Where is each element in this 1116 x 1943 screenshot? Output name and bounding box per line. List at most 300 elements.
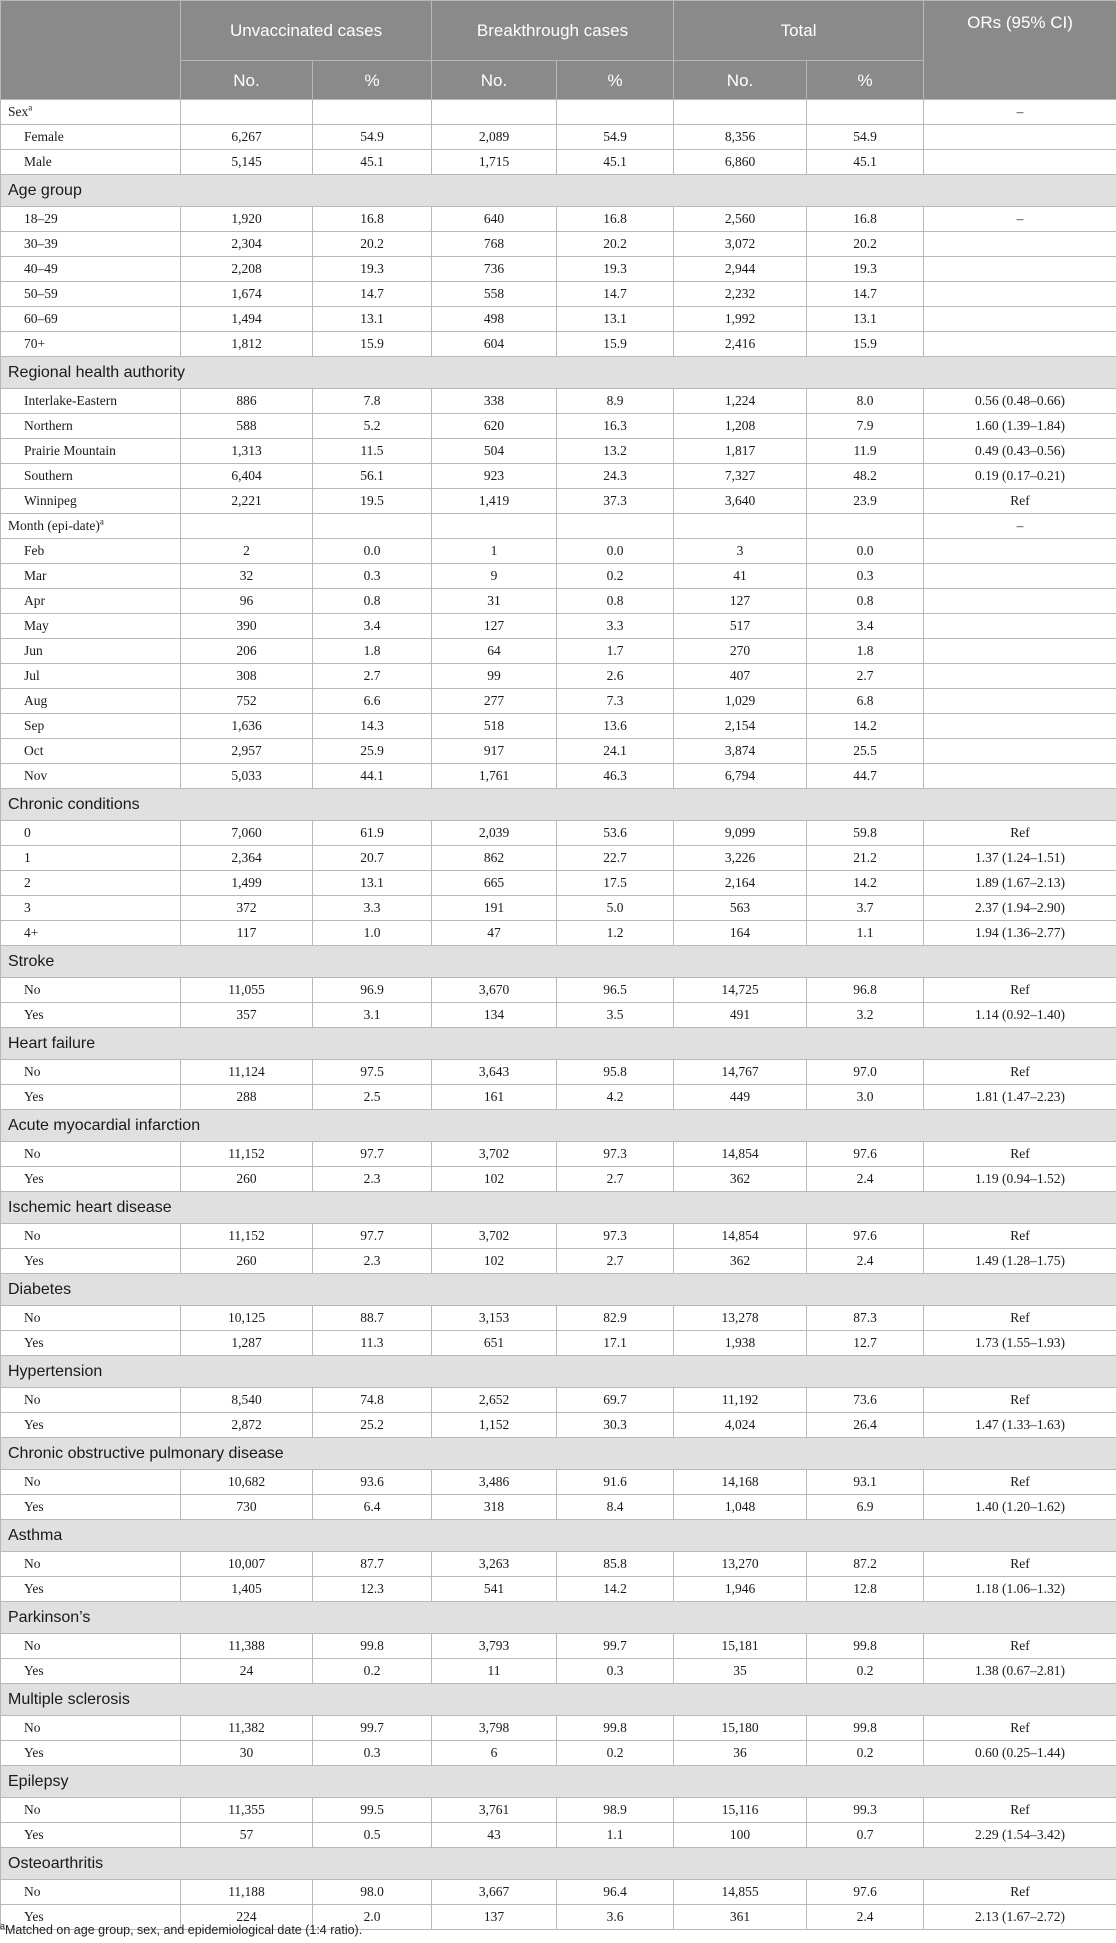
section-title: Chronic obstructive pulmonary disease (1, 1438, 1116, 1470)
value-cell: 357 (181, 1003, 313, 1028)
value-cell: 6,267 (181, 125, 313, 150)
value-cell: 1 (432, 539, 557, 564)
value-cell: 4.2 (557, 1085, 674, 1110)
value-cell: 3,874 (674, 739, 807, 764)
value-cell: 3 (674, 539, 807, 564)
section-header-row (1, 357, 1116, 389)
value-cell: 2,208 (181, 257, 313, 282)
value-cell: 11,152 (181, 1224, 313, 1249)
value-cell: 2.3 (313, 1167, 432, 1192)
header-total: Total (674, 1, 924, 61)
section-header-row (1, 1110, 1116, 1142)
row-label: Yes (1, 1905, 181, 1930)
or-cell (924, 257, 1116, 282)
or-cell (924, 739, 1116, 764)
value-cell: 0.3 (807, 564, 924, 589)
or-cell: 0.56 (0.48–0.66) (924, 389, 1116, 414)
table-row (1, 1577, 1116, 1602)
row-label: Yes (1, 1577, 181, 1602)
value-cell: 96.5 (557, 978, 674, 1003)
value-cell: 9 (432, 564, 557, 589)
value-cell: 96.4 (557, 1880, 674, 1905)
value-cell: 20.2 (557, 232, 674, 257)
or-cell: Ref (924, 489, 1116, 514)
value-cell: 318 (432, 1495, 557, 1520)
value-cell: 13,270 (674, 1552, 807, 1577)
or-cell: – (924, 514, 1116, 539)
value-cell (807, 100, 924, 125)
value-cell: 15.9 (557, 332, 674, 357)
or-cell: 1.37 (1.24–1.51) (924, 846, 1116, 871)
value-cell: 6.4 (313, 1495, 432, 1520)
value-cell: 64 (432, 639, 557, 664)
or-cell (924, 539, 1116, 564)
value-cell: 11.9 (807, 439, 924, 464)
row-label: Yes (1, 1167, 181, 1192)
header-subcol: No. (181, 61, 313, 100)
table-row (1, 896, 1116, 921)
value-cell: 6.8 (807, 689, 924, 714)
row-label: No (1, 1716, 181, 1741)
value-cell: 14,168 (674, 1470, 807, 1495)
value-cell: 11,188 (181, 1880, 313, 1905)
value-cell: 651 (432, 1331, 557, 1356)
table-row (1, 1060, 1116, 1085)
table-row (1, 1413, 1116, 1438)
row-label: Feb (1, 539, 181, 564)
value-cell: 5,145 (181, 150, 313, 175)
value-cell: 407 (674, 664, 807, 689)
row-label: Yes (1, 1003, 181, 1028)
value-cell: 8.4 (557, 1495, 674, 1520)
value-cell: 100 (674, 1823, 807, 1848)
value-cell: 97.3 (557, 1224, 674, 1249)
value-cell: 6 (432, 1741, 557, 1766)
value-cell: 2.0 (313, 1905, 432, 1930)
value-cell: 23.9 (807, 489, 924, 514)
row-label: Apr (1, 589, 181, 614)
value-cell: 923 (432, 464, 557, 489)
value-cell: 97.6 (807, 1880, 924, 1905)
or-cell: Ref (924, 1716, 1116, 1741)
value-cell: 5.2 (313, 414, 432, 439)
value-cell: 2,154 (674, 714, 807, 739)
value-cell: 16.8 (557, 207, 674, 232)
row-label: Yes (1, 1249, 181, 1274)
value-cell: 0.5 (313, 1823, 432, 1848)
row-label: No (1, 1306, 181, 1331)
value-cell: 541 (432, 1577, 557, 1602)
or-cell: Ref (924, 1142, 1116, 1167)
value-cell: 3,643 (432, 1060, 557, 1085)
value-cell: 13.1 (313, 871, 432, 896)
value-cell: 54.9 (807, 125, 924, 150)
value-cell: 14.7 (313, 282, 432, 307)
row-label: Sep (1, 714, 181, 739)
value-cell: 13.1 (807, 307, 924, 332)
value-cell: 338 (432, 389, 557, 414)
section-header-row (1, 1684, 1116, 1716)
value-cell: 518 (432, 714, 557, 739)
value-cell: 97.6 (807, 1224, 924, 1249)
row-label: 1 (1, 846, 181, 871)
table-row (1, 1798, 1116, 1823)
value-cell: 74.8 (313, 1388, 432, 1413)
value-cell: 665 (432, 871, 557, 896)
value-cell: 88.7 (313, 1306, 432, 1331)
value-cell: 2.4 (807, 1905, 924, 1930)
or-cell (924, 614, 1116, 639)
value-cell: 2,039 (432, 821, 557, 846)
value-cell: 0.2 (313, 1659, 432, 1684)
value-cell: 0.2 (557, 564, 674, 589)
value-cell: 17.1 (557, 1331, 674, 1356)
value-cell: 99.7 (313, 1716, 432, 1741)
or-cell: 1.49 (1.28–1.75) (924, 1249, 1116, 1274)
section-title: Heart failure (1, 1028, 1116, 1060)
or-cell: Ref (924, 1880, 1116, 1905)
value-cell: 1,499 (181, 871, 313, 896)
value-cell: 372 (181, 896, 313, 921)
value-cell: 0.0 (557, 539, 674, 564)
value-cell: 95.8 (557, 1060, 674, 1085)
or-cell: 1.47 (1.33–1.63) (924, 1413, 1116, 1438)
section-title: Hypertension (1, 1356, 1116, 1388)
table-row (1, 664, 1116, 689)
footnote-marker: a (0, 1920, 6, 1931)
row-label: Yes (1, 1659, 181, 1684)
value-cell: 11,055 (181, 978, 313, 1003)
value-cell: 620 (432, 414, 557, 439)
value-cell: 87.7 (313, 1552, 432, 1577)
or-cell: Ref (924, 1060, 1116, 1085)
table-row (1, 589, 1116, 614)
value-cell: 2.7 (557, 1249, 674, 1274)
section-header-row (1, 1438, 1116, 1470)
value-cell: 3.7 (807, 896, 924, 921)
footnote-marker: a (28, 102, 33, 113)
value-cell: 768 (432, 232, 557, 257)
table-row (1, 389, 1116, 414)
table-row (1, 307, 1116, 332)
value-cell: 11,355 (181, 1798, 313, 1823)
table-row (1, 689, 1116, 714)
value-cell: 9,099 (674, 821, 807, 846)
table-row (1, 1003, 1116, 1028)
value-cell: 10,125 (181, 1306, 313, 1331)
value-cell: 93.6 (313, 1470, 432, 1495)
value-cell: 19.5 (313, 489, 432, 514)
value-cell: 13.6 (557, 714, 674, 739)
value-cell: 12.8 (807, 1577, 924, 1602)
table-row (1, 846, 1116, 871)
value-cell: 260 (181, 1167, 313, 1192)
section-title: Osteoarthritis (1, 1848, 1116, 1880)
value-cell: 6,860 (674, 150, 807, 175)
row-label: No (1, 1388, 181, 1413)
table-row (1, 978, 1116, 1003)
value-cell: 14.3 (313, 714, 432, 739)
table-row (1, 1880, 1116, 1905)
value-cell: 1,715 (432, 150, 557, 175)
value-cell: 19.3 (557, 257, 674, 282)
section-title (1, 100, 181, 125)
row-label: Prairie Mountain (1, 439, 181, 464)
value-cell: 87.2 (807, 1552, 924, 1577)
value-cell: 32 (181, 564, 313, 589)
value-cell: 25.9 (313, 739, 432, 764)
or-cell: 1.81 (1.47–2.23) (924, 1085, 1116, 1110)
value-cell: 96.9 (313, 978, 432, 1003)
value-cell: 2.4 (807, 1167, 924, 1192)
header-subcol: % (807, 61, 924, 100)
section-header-row (1, 1274, 1116, 1306)
row-label: Yes (1, 1331, 181, 1356)
value-cell: 97.7 (313, 1224, 432, 1249)
value-cell: 15,116 (674, 1798, 807, 1823)
value-cell: 44.1 (313, 764, 432, 789)
value-cell: 504 (432, 439, 557, 464)
value-cell: 102 (432, 1249, 557, 1274)
row-label: 50–59 (1, 282, 181, 307)
section-title (1, 514, 181, 539)
value-cell: 99.8 (807, 1634, 924, 1659)
value-cell: 3.4 (313, 614, 432, 639)
value-cell: 11.5 (313, 439, 432, 464)
or-cell (924, 689, 1116, 714)
value-cell: 491 (674, 1003, 807, 1028)
header-blank-cell (1, 1, 181, 100)
value-cell: 1.1 (557, 1823, 674, 1848)
value-cell: 3,667 (432, 1880, 557, 1905)
table-row (1, 639, 1116, 664)
value-cell: 11,152 (181, 1142, 313, 1167)
or-cell: 1.60 (1.39–1.84) (924, 414, 1116, 439)
value-cell: 99.8 (807, 1716, 924, 1741)
value-cell: 15.9 (807, 332, 924, 357)
value-cell: 3.0 (807, 1085, 924, 1110)
value-cell: 362 (674, 1249, 807, 1274)
value-cell: 308 (181, 664, 313, 689)
section-header-row (1, 1356, 1116, 1388)
value-cell: 3,793 (432, 1634, 557, 1659)
value-cell: 16.8 (313, 207, 432, 232)
section-title: Age group (1, 175, 1116, 207)
or-cell (924, 232, 1116, 257)
table-row (1, 614, 1116, 639)
value-cell: 0.2 (557, 1741, 674, 1766)
section-header-row (1, 789, 1116, 821)
value-cell: 3,761 (432, 1798, 557, 1823)
header-unvaccinated: Unvaccinated cases (181, 1, 432, 61)
value-cell: 85.8 (557, 1552, 674, 1577)
value-cell: 96 (181, 589, 313, 614)
section-title-text: Sex (8, 104, 29, 119)
row-label: No (1, 1552, 181, 1577)
row-label: Northern (1, 414, 181, 439)
value-cell: 6.9 (807, 1495, 924, 1520)
value-cell: 0.3 (557, 1659, 674, 1684)
section-title: Diabetes (1, 1274, 1116, 1306)
table-row (1, 1388, 1116, 1413)
value-cell: 47 (432, 921, 557, 946)
or-cell: 1.19 (0.94–1.52) (924, 1167, 1116, 1192)
value-cell: 10,682 (181, 1470, 313, 1495)
value-cell: 3,670 (432, 978, 557, 1003)
section-title: Ischemic heart disease (1, 1192, 1116, 1224)
value-cell: 96.8 (807, 978, 924, 1003)
value-cell: 277 (432, 689, 557, 714)
value-cell: 1,920 (181, 207, 313, 232)
value-cell: 260 (181, 1249, 313, 1274)
value-cell: 12.3 (313, 1577, 432, 1602)
value-cell: 0.8 (557, 589, 674, 614)
row-label: 30–39 (1, 232, 181, 257)
value-cell: 3,072 (674, 232, 807, 257)
value-cell: 14,854 (674, 1142, 807, 1167)
value-cell: 1.1 (807, 921, 924, 946)
row-label: Jun (1, 639, 181, 664)
value-cell: 3,226 (674, 846, 807, 871)
value-cell: 2,652 (432, 1388, 557, 1413)
value-cell: 14.7 (807, 282, 924, 307)
value-cell: 11,124 (181, 1060, 313, 1085)
value-cell: 21.2 (807, 846, 924, 871)
value-cell: 0.3 (313, 564, 432, 589)
or-cell: 0.49 (0.43–0.56) (924, 439, 1116, 464)
value-cell: 45.1 (557, 150, 674, 175)
table-row (1, 1306, 1116, 1331)
value-cell: 15,180 (674, 1716, 807, 1741)
value-cell: 26.4 (807, 1413, 924, 1438)
value-cell: 3.4 (807, 614, 924, 639)
value-cell: 0.8 (313, 589, 432, 614)
table-row (1, 1249, 1116, 1274)
value-cell: 7.8 (313, 389, 432, 414)
value-cell: 37.3 (557, 489, 674, 514)
value-cell: 82.9 (557, 1306, 674, 1331)
value-cell: 46.3 (557, 764, 674, 789)
value-cell: 43 (432, 1823, 557, 1848)
table-row (1, 125, 1116, 150)
value-cell: 2.4 (807, 1249, 924, 1274)
value-cell: 3,702 (432, 1142, 557, 1167)
or-cell: Ref (924, 1634, 1116, 1659)
table-row (1, 1634, 1116, 1659)
value-cell: 99.7 (557, 1634, 674, 1659)
table-row (1, 414, 1116, 439)
table-row (1, 871, 1116, 896)
value-cell: 3.2 (807, 1003, 924, 1028)
value-cell: 2,957 (181, 739, 313, 764)
or-cell: 2.29 (1.54–3.42) (924, 1823, 1116, 1848)
value-cell: 1,494 (181, 307, 313, 332)
value-cell: 8.9 (557, 389, 674, 414)
value-cell: 25.5 (807, 739, 924, 764)
value-cell: 862 (432, 846, 557, 871)
value-cell: 7.3 (557, 689, 674, 714)
value-cell: 2,364 (181, 846, 313, 871)
value-cell: 11,388 (181, 1634, 313, 1659)
value-cell: 0.3 (313, 1741, 432, 1766)
or-cell: 2.13 (1.67–2.72) (924, 1905, 1116, 1930)
value-cell: 2.5 (313, 1085, 432, 1110)
value-cell: 6,794 (674, 764, 807, 789)
table-row (1, 1741, 1116, 1766)
value-cell: 20.7 (313, 846, 432, 871)
value-cell: 102 (432, 1167, 557, 1192)
value-cell: 14,725 (674, 978, 807, 1003)
value-cell: 917 (432, 739, 557, 764)
row-label: Yes (1, 1413, 181, 1438)
value-cell: 2,416 (674, 332, 807, 357)
value-cell: 99.8 (557, 1716, 674, 1741)
value-cell: 1.0 (313, 921, 432, 946)
row-label: Yes (1, 1823, 181, 1848)
row-label: 70+ (1, 332, 181, 357)
value-cell: 1,224 (674, 389, 807, 414)
row-label: 3 (1, 896, 181, 921)
value-cell: 14,767 (674, 1060, 807, 1085)
value-cell: 1,405 (181, 1577, 313, 1602)
value-cell: 98.9 (557, 1798, 674, 1823)
or-cell (924, 150, 1116, 175)
table-row (1, 100, 1116, 125)
value-cell: 224 (181, 1905, 313, 1930)
row-label: No (1, 1798, 181, 1823)
section-title: Multiple sclerosis (1, 1684, 1116, 1716)
value-cell: 8.0 (807, 389, 924, 414)
section-title: Regional health authority (1, 357, 1116, 389)
value-cell: 449 (674, 1085, 807, 1110)
value-cell: 99.3 (807, 1798, 924, 1823)
row-label: Female (1, 125, 181, 150)
value-cell: 4,024 (674, 1413, 807, 1438)
row-label: Yes (1, 1741, 181, 1766)
value-cell: 1,313 (181, 439, 313, 464)
value-cell: 127 (432, 614, 557, 639)
row-label: 18–29 (1, 207, 181, 232)
value-cell: 2,872 (181, 1413, 313, 1438)
section-title-text: Month (epi-date) (8, 518, 100, 533)
or-cell (924, 714, 1116, 739)
value-cell: 11,192 (674, 1388, 807, 1413)
value-cell: 886 (181, 389, 313, 414)
value-cell: 57 (181, 1823, 313, 1848)
value-cell: 3,486 (432, 1470, 557, 1495)
or-cell: 1.89 (1.67–2.13) (924, 871, 1116, 896)
value-cell: 1,208 (674, 414, 807, 439)
header-subcol: No. (432, 61, 557, 100)
value-cell: 1,029 (674, 689, 807, 714)
table-row (1, 764, 1116, 789)
value-cell: 15.9 (313, 332, 432, 357)
table-row (1, 564, 1116, 589)
value-cell: 45.1 (313, 150, 432, 175)
value-cell: 7,060 (181, 821, 313, 846)
row-label: 2 (1, 871, 181, 896)
value-cell (313, 514, 432, 539)
value-cell: 736 (432, 257, 557, 282)
row-label: No (1, 1060, 181, 1085)
row-label: Jul (1, 664, 181, 689)
or-cell (924, 307, 1116, 332)
value-cell: 97.7 (313, 1142, 432, 1167)
value-cell: 3.6 (557, 1905, 674, 1930)
table-row (1, 1331, 1116, 1356)
value-cell: 14,854 (674, 1224, 807, 1249)
value-cell: 31 (432, 589, 557, 614)
